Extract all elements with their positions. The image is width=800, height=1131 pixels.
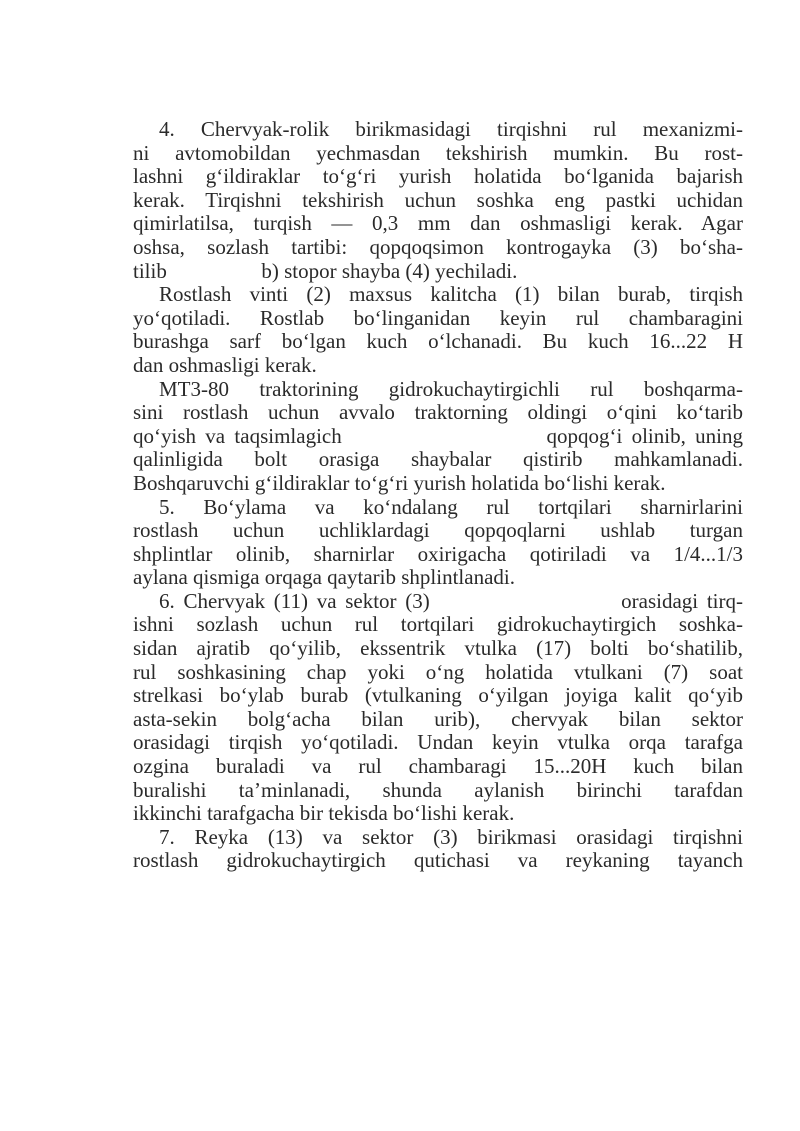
text-line: MT3-80 traktorining gidrokuchaytirgichli rul boshqarma- [159, 376, 743, 401]
text-line: qimirlatilsa, turqish — 0,3 mm dan oshmasligi kerak. Agar [133, 211, 743, 236]
text-line: 5. Bo‘ylama va ko‘ndalang rul tortqilari sharnirlarini [159, 494, 743, 519]
text-line: qalinligida bolt orasiga shaybalar qistirib mahkamlanadi. [133, 447, 743, 472]
text-line: 7. Reyka (13) va sektor (3) birikmasi orasidagi tirqishni [159, 824, 743, 849]
text-line: ozgina buraladi va rul chambaragi 15...20H kuch bilan [133, 754, 743, 779]
text-line: lashni g‘ildiraklar to‘g‘ri yurish holatida bo‘lganida bajarish [133, 164, 743, 189]
paragraph-rostlash [133, 283, 743, 377]
text-line: ikkinchi tarafgacha bir tekisda bo‘lishi kerak. [133, 801, 515, 826]
text-line: rostlash uchun uchliklardagi qopqoqlarni ushlab turgan [133, 518, 743, 543]
text-line: ni avtomobildan yechmasdan tekshirish mumkin. Bu rost- [133, 140, 743, 165]
text-line: strelkasi bo‘ylab burab (vtulkaning o‘yilgan joyiga kalit qo‘yib [133, 683, 743, 708]
text-line: Rostlash vinti (2) maxsus kalitcha (1) bilan burab, tirqish [159, 282, 743, 307]
text-line: 4. Chervyak-rolik birikmasidagi tirqishni rul mexanizmi- [159, 117, 743, 141]
text-line: rostlash gidrokuchaytirgich qutichasi va reykaning tayanch [133, 848, 743, 873]
text-line: burashga sarf bo‘lgan kuch o‘lchanadi. Bu kuch 16...22 H [133, 329, 743, 354]
text-line: dan oshmasligi kerak. [133, 352, 317, 377]
text-line: buralishi ta’minlanadi, shunda aylanish birinchi tarafdan [133, 777, 743, 802]
paragraph-mt3-80 [133, 378, 743, 496]
text-line: sini rostlash uchun avvalo traktorning oldingi o‘qini ko‘tarib [133, 400, 743, 425]
text-line: kerak. Tirqishni tekshirish uchun soshka eng pastki uchidan [133, 187, 743, 212]
text-line: sidan ajratib qo‘yilib, ekssentrik vtulka (17) bolti bo‘shatilib, [133, 636, 743, 661]
text-line: 6. Chervyak (11) va sektor (3) orasidagi tirq- [159, 588, 743, 613]
text-line: yo‘qotiladi. Rostlab bo‘linganidan keyin rul chambaragini [133, 305, 743, 330]
text-line: ishni sozlash uchun rul tortqilari gidrokuchaytirgich soshka- [133, 612, 743, 637]
text-line: asta-sekin bolg‘acha bilan urib), chervyak bilan sektor [133, 706, 743, 731]
paragraph-7 [133, 826, 743, 873]
paragraph-4 [133, 118, 743, 283]
paragraph-6 [133, 590, 743, 826]
text-line: rul soshkasining chap yoki o‘ng holatida vtulkani (7) soat [133, 659, 743, 684]
text-line: orasidagi tirqish yo‘qotiladi. Undan keyin vtulka orqa tarafga [133, 730, 743, 755]
text-line: Boshqaruvchi g‘ildiraklar to‘g‘ri yurish holatida bo‘lishi kerak. [133, 470, 666, 495]
text-line: oshsa, sozlash tartibi: qopqoqsimon kontrogayka (3) bo‘sha- [133, 234, 743, 259]
text-line: tilib b) stopor shayba (4) yechiladi. [133, 258, 518, 283]
text-line: shplintlar olinib, sharnirlar oxirigacha qotiriladi va 1/4...1/3 [133, 541, 743, 566]
text-line: aylana qismiga orqaga qaytarib shplintlanadi. [133, 565, 515, 590]
text-body [133, 118, 743, 873]
text-line: qo‘yish va taqsimlagich qopqog‘i olinib, uning [133, 423, 743, 448]
paragraph-5 [133, 496, 743, 590]
